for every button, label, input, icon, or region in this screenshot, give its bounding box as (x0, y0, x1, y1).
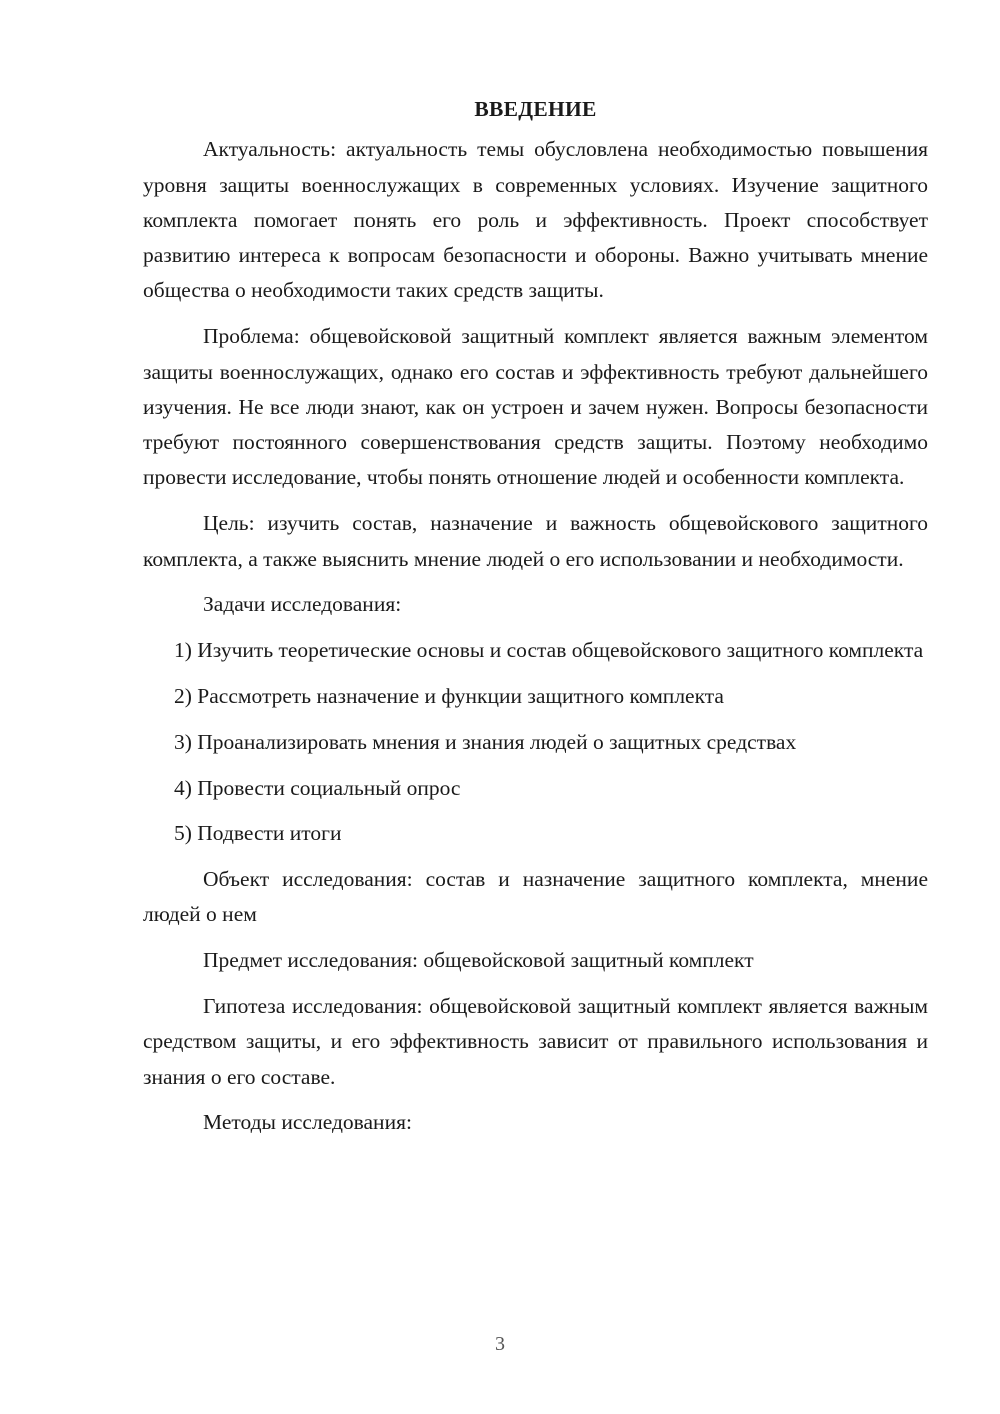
task-item-5: 5) Подвести итоги (174, 821, 342, 846)
task-item-1: 1) Изучить теоретические основы и состав общевойскового защитного комплекта (174, 638, 924, 663)
subject-paragraph: Предмет исследования: общевойсковой защитный комплект (203, 948, 754, 973)
goal-paragraph: Цель: изучить состав, назначение и важность общевойскового защитного комплекта, а также выяснить мнение людей о его использовании и необходимости. (143, 511, 928, 571)
methods-heading: Методы исследования: (203, 1110, 412, 1135)
document-page (143, 92, 928, 1151)
task-item-2: 2) Рассмотреть назначение и функции защитного комплекта (174, 683, 724, 708)
tasks-heading: Задачи исследования: (203, 592, 402, 617)
section-title: ВВЕДЕНИЕ (474, 97, 597, 121)
problem-paragraph: Проблема: общевойсковой защитный комплект является важным элементом защиты военнослужащих, однако его состав и эффективность требуют дальнейшего изучения. Не все люди знают, как он устроен и зачем нужен. Вопросы безопасности требуют постоянного совершенствования средств защиты. Поэтому необходимо провести исследование, чтобы понять отношение людей и особенности комплекта. (143, 324, 928, 490)
relevance-paragraph: Актуальность: актуальность темы обусловлена необходимостью повышения уровня защиты военнослужащих в современных условиях. Изучение защитного комплекта помогает понять его роль и эффективность. Проект способствует развитию интереса к вопросам безопасности и обороны. Важно учитывать мнение общества о необходимости таких средств защиты. (143, 137, 928, 303)
hypothesis-paragraph: Гипотеза исследования: общевойсковой защитный комплект является важным средством защиты, и его эффективность зависит от правильного использования и знания о его составе. (143, 994, 928, 1089)
task-item-3: 3) Проанализировать мнения и знания людей о защитных средствах (174, 729, 797, 754)
object-paragraph: Объект исследования: состав и назначение защитного комплекта, мнение людей о нем (143, 867, 928, 927)
task-item-4: 4) Провести социальный опрос (174, 775, 461, 800)
page-number: 3 (495, 1333, 505, 1355)
